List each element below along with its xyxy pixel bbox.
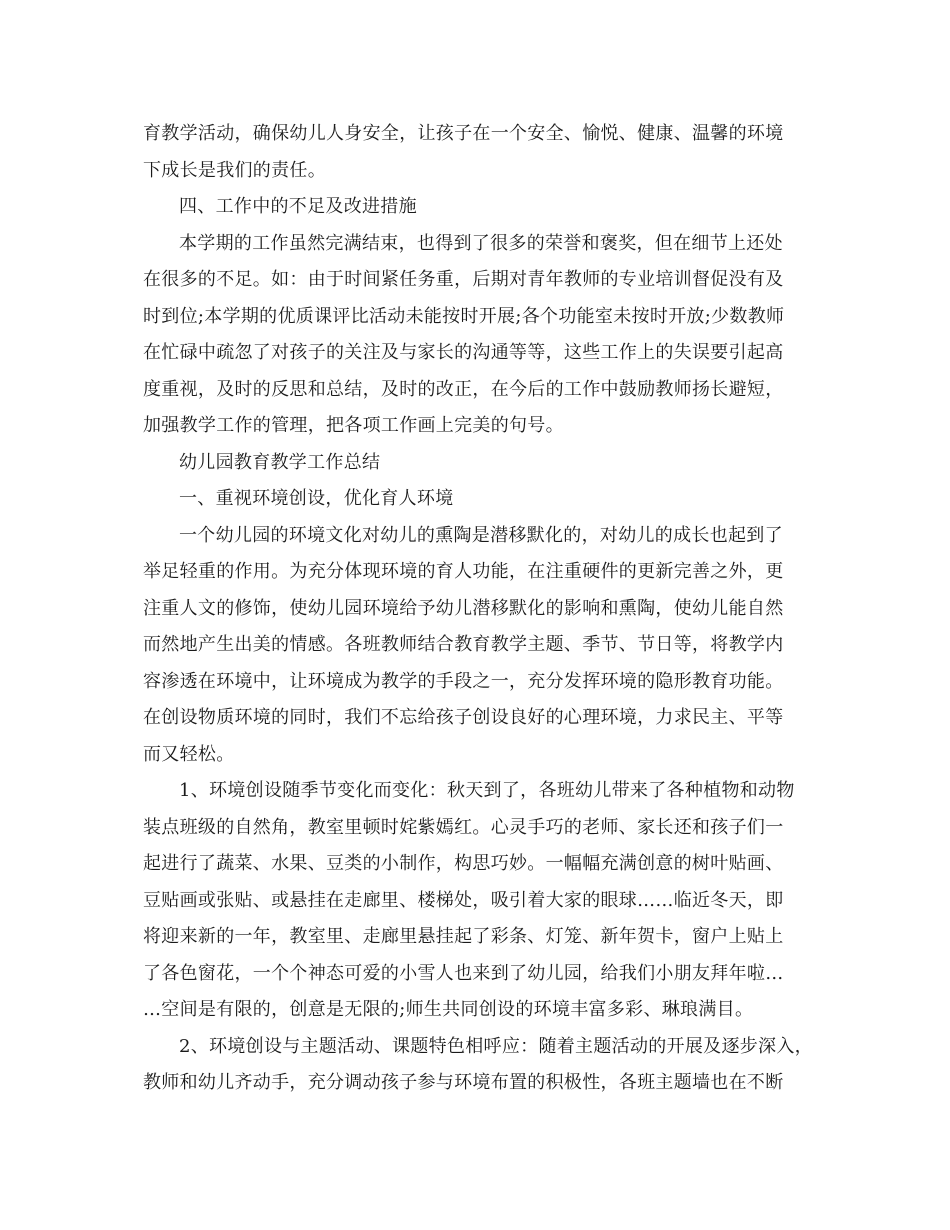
section-heading: 一、重视环境创设，优化育人环境 [179,488,454,509]
text-line: 注重人文的修饰，使幼儿园环境给予幼儿潜移默化的影响和熏陶，使幼儿能自然 [143,597,784,619]
document-body [143,116,818,1102]
text-line: 度重视，及时的反思和总结，及时的改正，在今后的工作中鼓励教师扬长避短， [143,378,784,400]
text-line: …空间是有限的，创意是无限的;师生共同创设的环境丰富多彩、琳琅满目。 [143,999,754,1020]
text-line: 了各色窗花，一个个神态可爱的小雪人也来到了幼儿园，给我们小朋友拜年啦… [143,962,784,984]
text-line: 在创设物质环境的同时，我们不忘给孩子创设良好的心理环境，力求民主、平等 [143,707,784,728]
text-line: 而又轻松。 [143,743,235,765]
text-line: 下成长是我们的责任。 [143,159,326,181]
section-heading: 四、工作中的不足及改进措施 [179,196,417,217]
text-line: 在很多的不足。如：由于时间紧任务重，后期对青年教师的专业培训督促没有及 [143,269,784,290]
document-title: 幼儿园教育教学工作总结 [179,451,381,473]
text-line: 教师和幼儿齐动手，充分调动孩子参与环境布置的积极性，各班主题墙也在不断 [143,1072,784,1093]
paragraph-start: 一个幼儿园的环境文化对幼儿的熏陶是潜移默化的，对幼儿的成长也起到了 [179,524,783,546]
text-line: 加强教学工作的管理，把各项工作画上完美的句号。 [143,415,564,436]
text-line: 举足轻重的作用。为充分体现环境的育人功能，在注重硬件的更新完善之外，更 [143,561,784,582]
text-line: 育教学活动，确保幼儿人身安全，让孩子在一个安全、愉悦、健康、温馨的环境 [143,123,784,144]
text-line: 起进行了蔬菜、水果、豆类的小制作，构思巧妙。一幅幅充满创意的树叶贴画、 [143,853,784,874]
text-line: 将迎来新的一年，教室里、走廊里悬挂起了彩条、灯笼、新年贺卡，窗户上贴上 [143,926,784,947]
text-line: 时到位;本学期的优质课评比活动未能按时开展;各个功能室未按时开放;少数教师 [143,305,785,327]
text-line: 容渗透在环境中，让环境成为教学的手段之一，充分发挥环境的隐形教育功能。 [143,670,784,692]
paragraph-start: 1、环境创设随季节变化而变化：秋天到了，各班幼儿带来了各种植物和动物 [179,780,795,801]
paragraph-start: 2、环境创设与主题活动、课题特色相呼应：随着主题活动的开展及逐步深入， [179,1035,813,1057]
text-line: 装点班级的自然角，教室里顿时姹紫嫣红。心灵手巧的老师、家长还和孩子们一 [143,816,784,838]
text-line: 而然地产生出美的情感。各班教师结合教育教学主题、季节、节日等，将教学内 [143,634,784,655]
paragraph-start: 本学期的工作虽然完满结束，也得到了很多的荣誉和褒奖，但在细节上还处 [179,232,783,254]
text-line: 豆贴画或张贴、或悬挂在走廊里、楼梯处，吸引着大家的眼球……临近冬天，即 [143,889,784,911]
text-line: 在忙碌中疏忽了对孩子的关注及与家长的沟通等等，这些工作上的失误要引起高 [143,342,784,363]
